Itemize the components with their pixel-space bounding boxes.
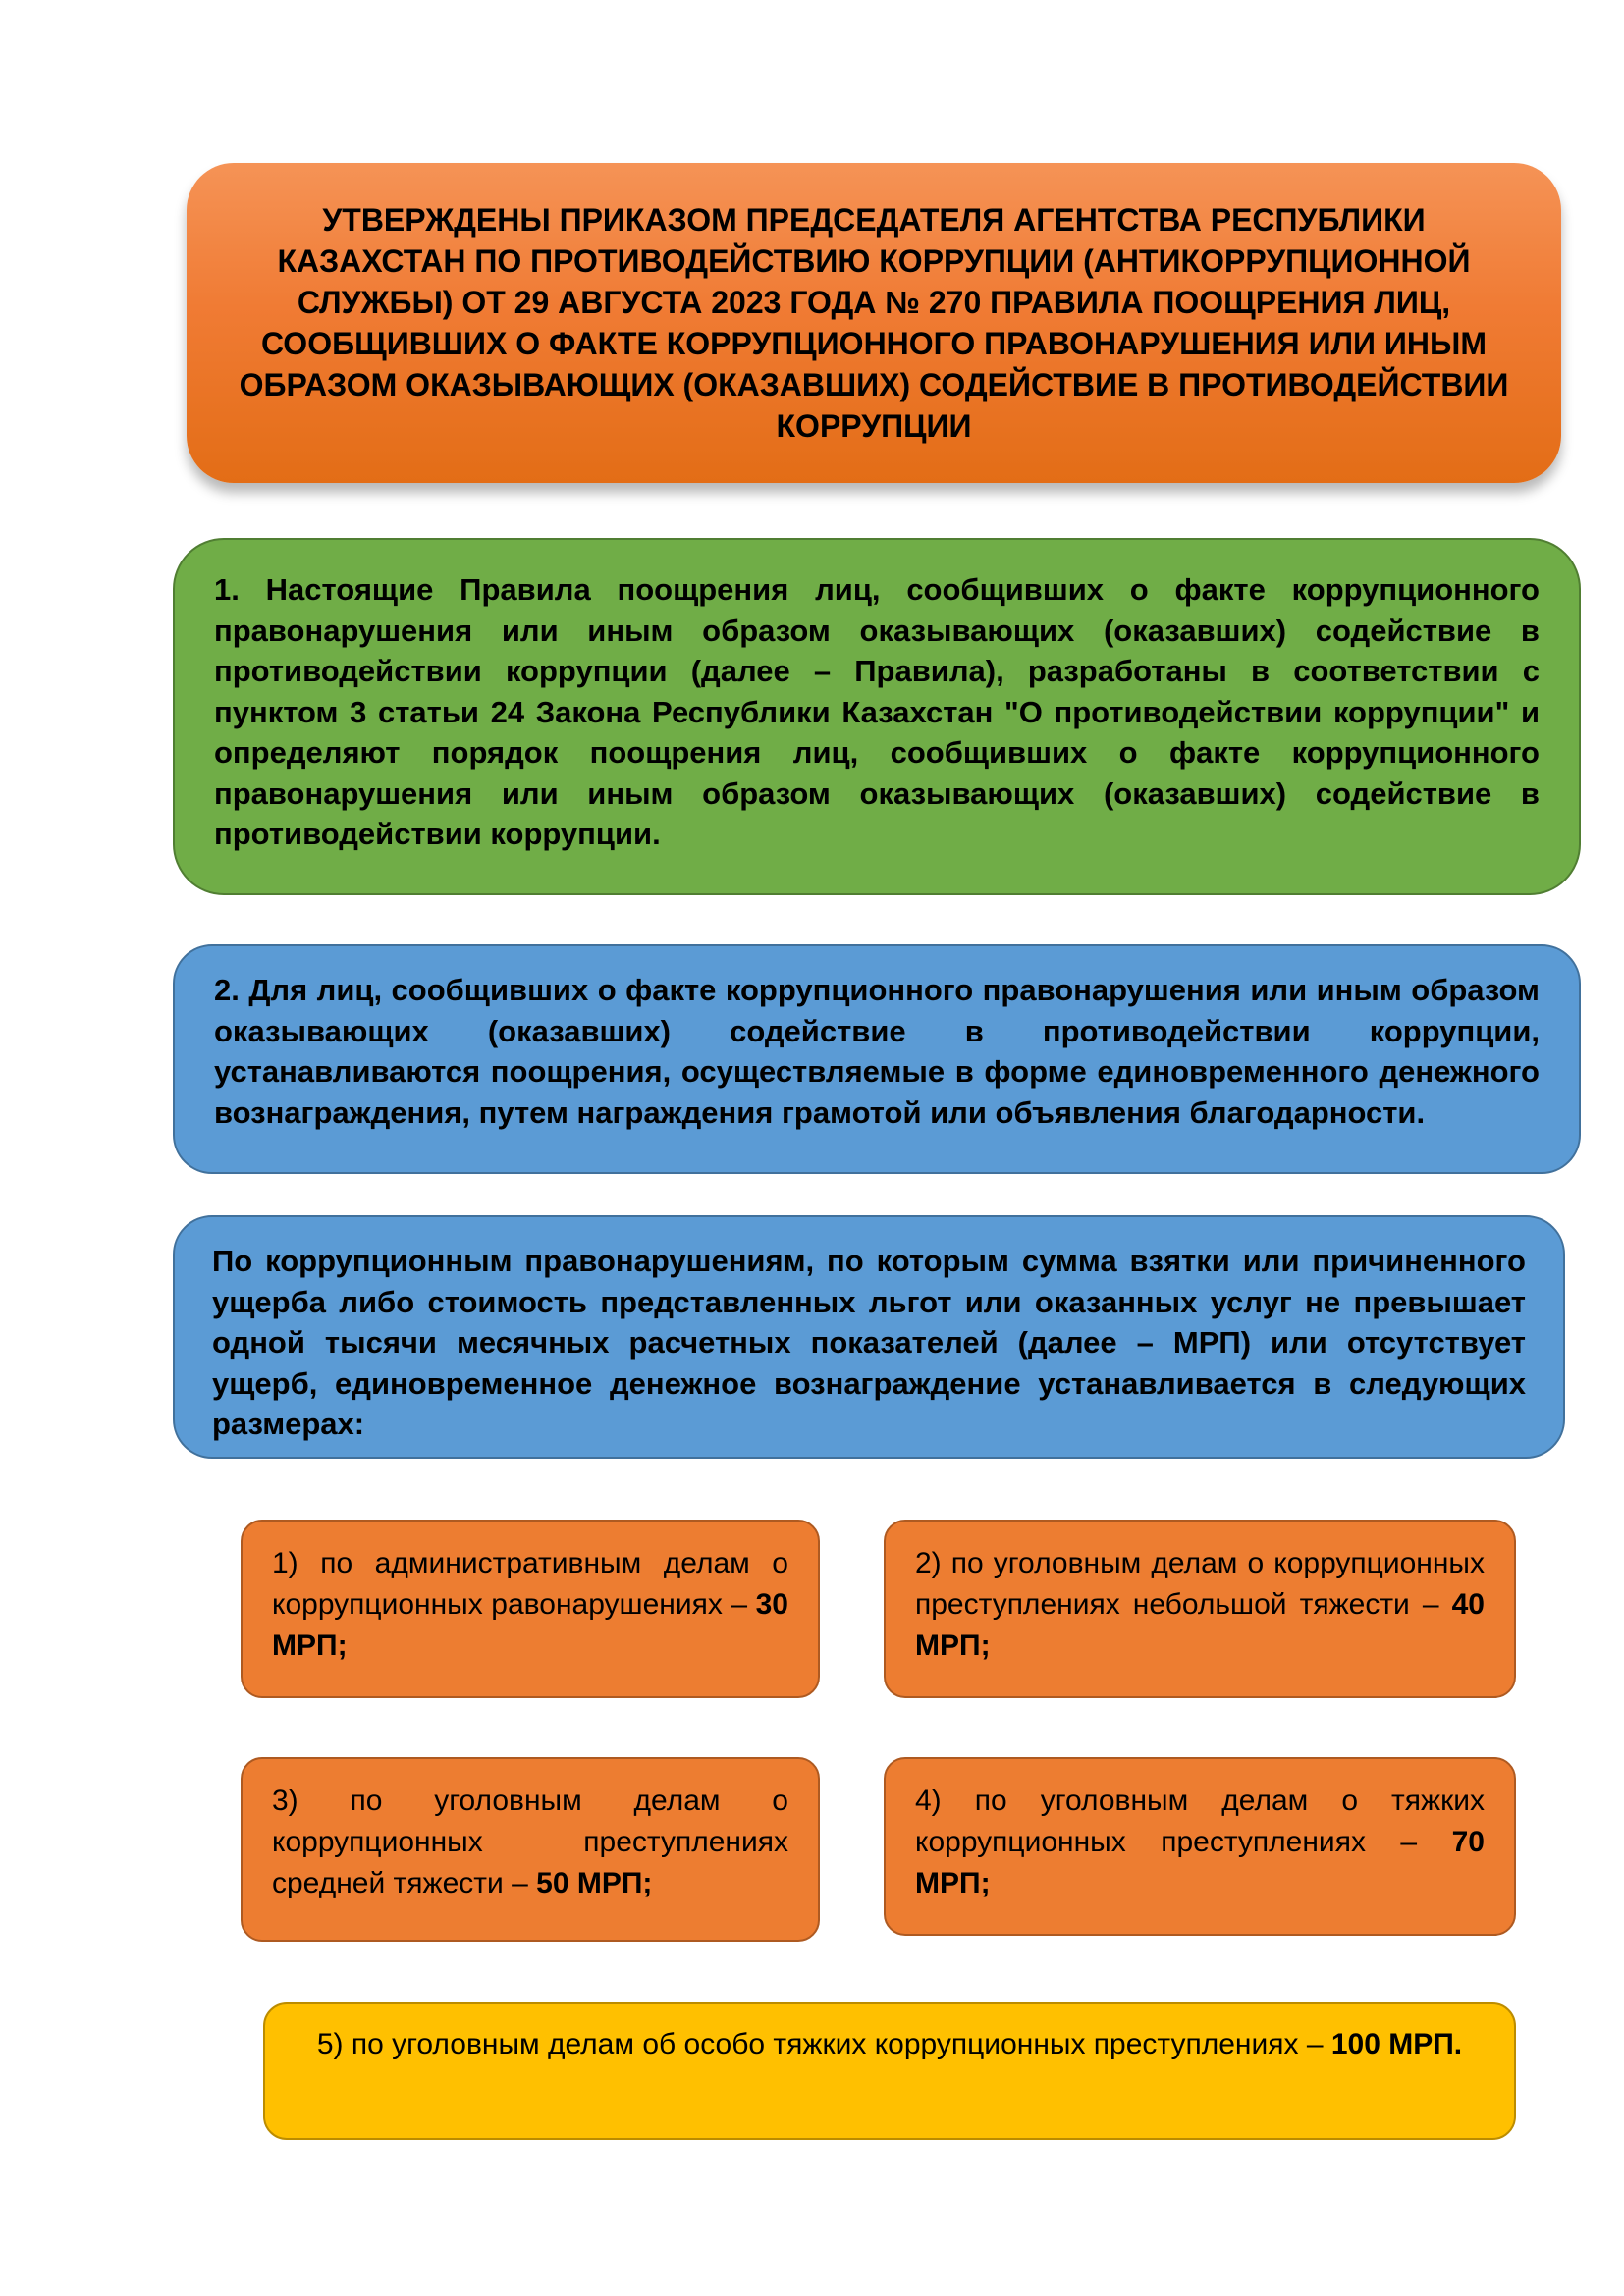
reward-item-4	[884, 1757, 1516, 1936]
reward-item-3-text: 3) по уголовным делам о коррупционных преступлениях средней тяжести –	[272, 1785, 788, 1899]
reward-item-2-amount: 40 МРП;	[915, 1588, 1485, 1662]
reward-intro-text: По коррупционным правонарушениям, по которым сумма взятки или причиненного ущерба либо стоимость представленных льгот или оказанных услуг не превышает одной тысячи месячных расчетных показателей (далее – МРП) или отсутствует ущерб, единовременное денежное вознаграждение устанавливается в следующих размерах:	[212, 1244, 1526, 1441]
reward-item-5-text: 5) по уголовным делам об особо тяжких коррупционных преступлениях –	[316, 2028, 1331, 2060]
point-1-box	[173, 538, 1581, 895]
reward-item-5-amount: 100 МРП.	[1330, 2028, 1463, 2060]
reward-item-2	[884, 1520, 1516, 1698]
reward-item-5	[263, 2002, 1516, 2140]
point-2-box	[173, 944, 1581, 1174]
reward-item-1-amount: 30 МРП;	[272, 1588, 788, 1662]
point-2-text: 2. Для лиц, сообщивших о факте коррупционного правонарушения или иным образом оказывающих (оказавших) содействие в противодействии коррупции, устанавливаются поощрения, осуществляемые в форме единовременного денежного вознаграждения, путем награждения грамотой или объявления благодарности.	[214, 973, 1540, 1130]
document-title: УТВЕРЖДЕНЫ ПРИКАЗОМ ПРЕДСЕДАТЕЛЯ АГЕНТСТВА РЕСПУБЛИКИ КАЗАХСТАН ПО ПРОТИВОДЕЙСТВИЮ КОРРУПЦИИ (АНТИКОРРУПЦИОННОЙ СЛУЖБЫ) ОТ 29 АВГУСТА 2023 ГОДА № 270 ПРАВИЛА ПООЩРЕНИЯ ЛИЦ, СООБЩИВШИХ О ФАКТЕ КОРРУПЦИОННОГО ПРАВОНАРУШЕНИЯ ИЛИ ИНЫМ ОБРАЗОМ ОКАЗЫВАЮЩИХ (ОКАЗАВШИХ) СОДЕЙСТВИЕ В ПРОТИВОДЕЙСТВИИ КОРРУПЦИИ	[239, 202, 1509, 444]
point-1-text: 1. Настоящие Правила поощрения лиц, сообщивших о факте коррупционного правонарушения или иным образом оказывающих (оказавших) содействие в противодействии коррупции (далее – Правила), разработаны в соответствии с пунктом 3 статьи 24 Закона Республики Казахстан "О противодействии коррупции" и определяют порядок поощрения лиц, сообщивших о факте коррупционного правонарушения или иным образом оказывающих (оказавших) содействие в противодействии коррупции.	[214, 572, 1540, 851]
title-banner	[187, 163, 1561, 483]
reward-item-2-text: 2) по уголовным делам о коррупционных преступлениях небольшой тяжести –	[915, 1547, 1485, 1621]
reward-item-1-text: 1) по административным делам о коррупционных равонарушениях –	[272, 1547, 788, 1621]
reward-item-4-text: 4) по уголовным делам о тяжких коррупционных преступлениях –	[915, 1785, 1485, 1858]
reward-item-3-amount: 50 МРП;	[536, 1867, 653, 1899]
reward-item-4-amount: 70 МРП;	[915, 1826, 1485, 1899]
reward-intro-box	[173, 1215, 1565, 1459]
reward-item-1	[241, 1520, 820, 1698]
reward-item-3	[241, 1757, 820, 1942]
